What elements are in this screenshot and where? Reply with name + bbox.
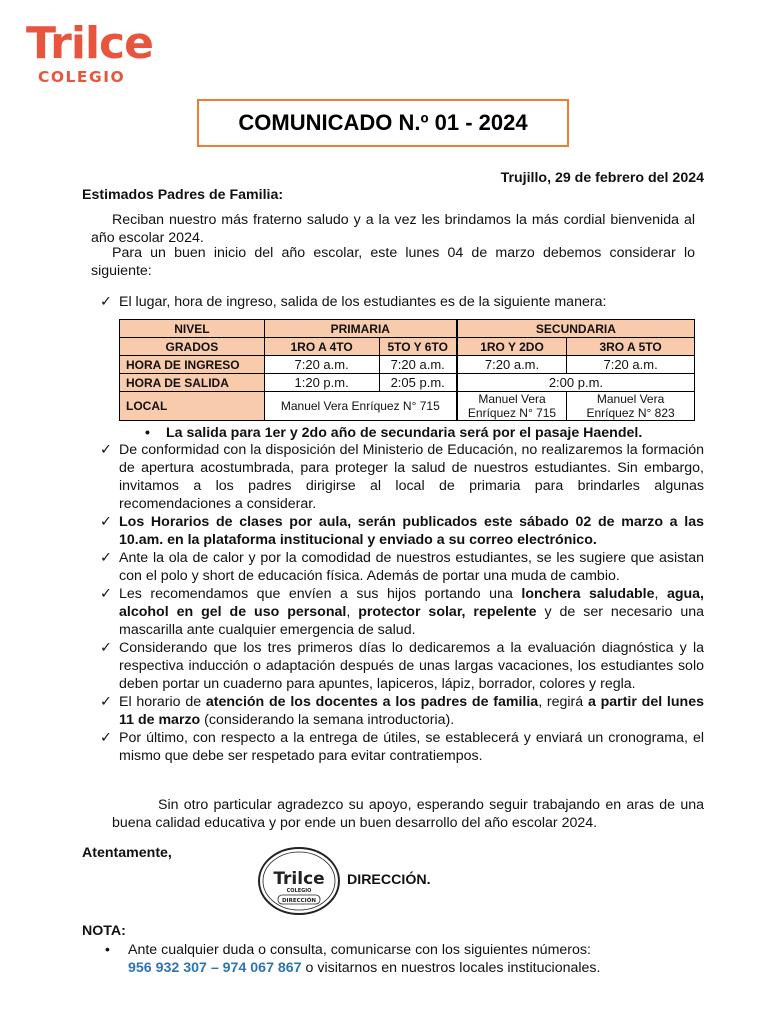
table-row bbox=[120, 320, 695, 338]
intro-paragraph: Reciban nuestro más fraterno saludo y a la vez les brindamos la más cordial bienvenida al año escolar 2024. bbox=[91, 212, 695, 246]
bullet-icon: • bbox=[105, 942, 110, 958]
seal-wordmark: Trilce bbox=[273, 869, 325, 889]
grade-cell: 1RO A 4TO bbox=[264, 338, 379, 356]
row-label-local: LOCAL bbox=[120, 392, 265, 421]
check-icon: ✓ bbox=[100, 640, 112, 656]
table-cell: 1:20 p.m. bbox=[264, 374, 379, 392]
check-icon: ✓ bbox=[100, 694, 112, 710]
document-date: Trujillo, 29 de febrero del 2024 bbox=[500, 170, 704, 186]
logo-subtitle: COLEGIO bbox=[38, 68, 126, 86]
checklist-recommendations bbox=[100, 441, 704, 765]
grade-cell: 5TO Y 6TO bbox=[379, 338, 457, 356]
check-icon: ✓ bbox=[100, 514, 112, 530]
document-title: COMUNICADO N.º 01 - 2024 bbox=[238, 110, 528, 135]
list-item: ✓ Por último, con respecto a la entrega de útiles, se establecerá y enviará un cronograma, el mismo que debe ser respetado para evitar contratiempos. bbox=[100, 730, 704, 764]
checklist-schedule bbox=[100, 293, 704, 311]
table-cell: Manuel Vera Enríquez N° 715 bbox=[264, 392, 457, 421]
check-icon: ✓ bbox=[100, 550, 112, 566]
header-secundaria: SECUNDARIA bbox=[457, 320, 695, 338]
header-nivel: NIVEL bbox=[120, 320, 265, 338]
signature-direction: DIRECCIÓN. bbox=[347, 872, 431, 888]
check-icon: ✓ bbox=[100, 586, 112, 602]
table-cell: Manuel Vera Enríquez N° 715 bbox=[457, 392, 567, 421]
bullet-note: • La salida para 1er y 2do año de secundaria será por el pasaje Haendel. bbox=[145, 425, 643, 441]
sign-off: Atentamente, bbox=[82, 845, 172, 861]
seal-subtitle: COLEGIO bbox=[286, 888, 312, 894]
table-cell: 2:05 p.m. bbox=[379, 374, 457, 392]
header-grados: GRADOS bbox=[120, 338, 265, 356]
table-cell: 7:20 a.m. bbox=[457, 356, 567, 374]
list-item: ✓ El lugar, hora de ingreso, salida de los estudiantes es de la siguiente manera: bbox=[100, 294, 607, 310]
table-cell: 2:00 p.m. bbox=[457, 374, 695, 392]
check-icon: ✓ bbox=[100, 730, 112, 746]
list-item: ✓ De conformidad con la disposición del Ministerio de Educación, no realizaremos la formación de apertura acostumbrada, para proteger la salud de nuestros estudiantes. Sin embargo, invitamos a los padres dirigirse al local de primaria para brindarles algunas recomendaciones a considerar. bbox=[100, 442, 704, 512]
table-cell: 7:20 a.m. bbox=[264, 356, 379, 374]
table-cell: 7:20 a.m. bbox=[379, 356, 457, 374]
check-icon: ✓ bbox=[100, 294, 112, 310]
table-cell: 7:20 a.m. bbox=[567, 356, 695, 374]
list-item: ✓ El horario de atención de los docentes a los padres de familia, regirá a partir del lunes 11 de marzo (considerando la semana introductoria). bbox=[100, 694, 704, 728]
note-item: • Ante cualquier duda o consulta, comunicarse con los siguientes números: 956 932 307 – 974 067 867 o visitarnos en nuestros locales institucionales. bbox=[105, 942, 601, 976]
instructions-paragraph: Para un buen inicio del año escolar, este lunes 04 de marzo debemos considerar lo siguiente: bbox=[91, 245, 695, 279]
trilce-logo bbox=[26, 18, 176, 86]
schedule-table bbox=[119, 319, 695, 421]
table-row bbox=[120, 338, 695, 356]
seal-label: DIRECCIÓN bbox=[281, 898, 317, 904]
grade-cell: 3RO A 5TO bbox=[567, 338, 695, 356]
header-primaria: PRIMARIA bbox=[264, 320, 457, 338]
phone-numbers: 956 932 307 – 974 067 867 bbox=[128, 960, 302, 976]
list-item: ✓ Considerando que los tres primeros días lo dedicaremos a la evaluación diagnóstica y la respectiva inducción o adaptación después de unas largas vacaciones, los estudiantes solo deben portar un cuaderno para apuntes, lapiceros, lápiz, borrador, colores y regla. bbox=[100, 640, 704, 692]
row-label-salida: HORA DE SALIDA bbox=[120, 374, 265, 392]
closing-paragraph: Sin otro particular agradezco su apoyo, esperando seguir trabajando en aras de una buena calidad educativa y por ende un buen desarrollo del año escolar 2024. bbox=[112, 797, 704, 831]
table-row bbox=[120, 392, 695, 421]
direction-seal-stamp bbox=[257, 846, 341, 916]
list-item: ✓ Les recomendamos que envíen a sus hijos portando una lonchera saludable, agua, alcohol en gel de uso personal, protector solar, repelente y de ser necesario una mascarilla ante cualquier emergencia de salud. bbox=[100, 586, 704, 638]
logo-wordmark: Trilce bbox=[26, 18, 153, 69]
table-row bbox=[120, 374, 695, 392]
check-icon: ✓ bbox=[100, 442, 112, 458]
table-row bbox=[120, 356, 695, 374]
note-title: NOTA: bbox=[82, 923, 126, 939]
grade-cell: 1RO Y 2DO bbox=[457, 338, 567, 356]
row-label-ingreso: HORA DE INGRESO bbox=[120, 356, 265, 374]
list-item: ✓ Ante la ola de calor y por la comodidad de nuestros estudiantes, se les sugiere que asistan con el polo y short de educación física. Además de portar una muda de cambio. bbox=[100, 550, 704, 584]
document-title-box bbox=[197, 99, 569, 147]
greeting: Estimados Padres de Familia: bbox=[82, 187, 284, 203]
bullet-icon: • bbox=[145, 425, 150, 441]
table-cell: Manuel Vera Enríquez N° 823 bbox=[567, 392, 695, 421]
list-item: ✓ Los Horarios de clases por aula, serán publicados este sábado 02 de marzo a las 10.am. en la plataforma institucional y enviado a su correo electrónico. bbox=[100, 514, 704, 548]
